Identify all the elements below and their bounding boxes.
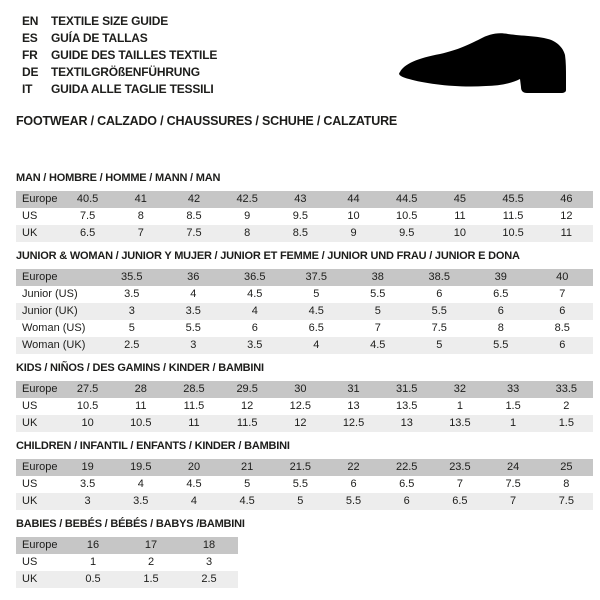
size-value: 13.5: [396, 400, 418, 412]
size-value: 27.5: [76, 383, 99, 395]
size-value: 43: [294, 193, 307, 205]
size-value: 8: [137, 210, 144, 222]
size-table: [16, 537, 238, 588]
row-label: UK: [22, 227, 38, 239]
size-value: 6.5: [493, 288, 509, 300]
size-value: 6: [251, 322, 258, 334]
size-value: 21: [241, 461, 254, 473]
size-value: 19: [81, 461, 94, 473]
size-value: 7.5: [186, 227, 202, 239]
row-label: US: [22, 478, 38, 490]
table-row: [16, 554, 238, 571]
size-value: 33: [506, 383, 520, 395]
size-value: 28.5: [183, 383, 205, 395]
size-value: 8.5: [186, 210, 202, 222]
size-value: 10: [347, 210, 360, 222]
size-value: 23.5: [449, 461, 471, 473]
size-value: 36: [187, 271, 200, 283]
table-title: CHILDREN / INFANTIL / ENFANTS / KINDER / BAMBINI: [16, 440, 290, 452]
table-row: [16, 459, 593, 476]
size-value: 0.5: [85, 573, 101, 585]
size-value: 13: [347, 400, 360, 412]
size-tables: [16, 173, 600, 588]
size-value: 6: [436, 288, 443, 300]
row-label: US: [22, 400, 38, 412]
size-value: 11: [188, 417, 200, 429]
size-value: 7.5: [431, 322, 447, 334]
size-value: 5.5: [370, 288, 386, 300]
language-label: TEXTILGRÖßENFÜHRUNG: [51, 65, 200, 79]
size-value: 7: [137, 227, 144, 239]
row-label: Europe: [22, 539, 58, 551]
size-value: 11.5: [183, 400, 205, 412]
size-value: 31.5: [396, 383, 418, 395]
size-table: [16, 191, 593, 242]
size-table: [16, 381, 593, 432]
language-code: ES: [22, 31, 38, 45]
size-value: 2: [563, 400, 570, 412]
language-label: GUIDE DES TAILLES TEXTILE: [51, 48, 218, 62]
language-code: FR: [22, 48, 38, 62]
table-row: [16, 208, 593, 225]
size-table-section: [16, 363, 600, 432]
size-value: 3: [128, 305, 135, 317]
size-value: 8: [497, 322, 504, 334]
size-value: 5: [374, 305, 381, 317]
size-value: 3.5: [124, 288, 140, 300]
size-table-section: [16, 441, 600, 510]
size-value: 3.5: [185, 305, 201, 317]
size-value: 7.5: [79, 210, 96, 222]
size-value: 4.5: [308, 305, 324, 317]
language-code: EN: [22, 14, 39, 28]
size-value: 1.5: [558, 417, 574, 429]
size-value: 4: [251, 305, 258, 317]
size-value: 4.5: [239, 495, 255, 507]
size-value: 3.5: [247, 339, 263, 351]
size-value: 6: [559, 305, 566, 317]
table-row: [16, 286, 593, 303]
row-label: UK: [22, 417, 38, 429]
size-value: 35.5: [121, 271, 143, 283]
row-label: UK: [22, 573, 38, 585]
size-value: 8.5: [554, 322, 570, 334]
size-table-section: [16, 519, 600, 588]
table-title: MAN / HOMBRE / HOMME / MANN / MAN: [16, 172, 221, 184]
size-value: 10.5: [76, 400, 99, 412]
size-value: 46: [560, 193, 573, 205]
size-value: 29.5: [236, 383, 258, 395]
row-label: Europe: [22, 271, 58, 283]
size-value: 4.5: [370, 339, 386, 351]
size-value: 5: [313, 288, 320, 300]
size-value: 12: [560, 210, 573, 222]
size-value: 6.5: [308, 322, 324, 334]
size-value: 5: [436, 339, 443, 351]
row-label: US: [22, 556, 38, 568]
size-value: 3: [84, 495, 91, 507]
table-row: [16, 191, 593, 208]
table-title: JUNIOR & WOMAN / JUNIOR Y MUJER / JUNIOR ET FEMME / JUNIOR UND FRAU / JUNIOR E DONA: [16, 250, 520, 262]
size-value: 22: [347, 461, 360, 473]
table-row: [16, 303, 593, 320]
size-value: 11: [560, 227, 573, 239]
size-value: 6: [497, 305, 504, 317]
table-row: [16, 571, 238, 588]
size-value: 31: [347, 383, 360, 395]
size-value: 5: [244, 478, 251, 490]
size-value: 8: [244, 227, 251, 239]
size-value: 2.5: [124, 339, 140, 351]
size-value: 3: [190, 339, 197, 351]
size-value: 2: [147, 556, 155, 568]
language-code: IT: [22, 82, 33, 96]
table-row: [16, 337, 593, 354]
size-value: 1.5: [505, 400, 521, 412]
category-heading: FOOTWEAR / CALZADO / CHAUSSURES / SCHUHE / CALZATURE: [16, 114, 398, 128]
size-value: 33.5: [555, 383, 578, 395]
size-value: 10.5: [130, 417, 152, 429]
table-row: [16, 476, 593, 493]
size-value: 4: [313, 339, 320, 351]
size-value: 6: [403, 495, 410, 507]
row-label: Woman (US): [22, 322, 86, 334]
size-table: [16, 269, 593, 354]
size-value: 12: [294, 417, 307, 429]
row-label: UK: [22, 495, 38, 507]
size-value: 12.5: [289, 400, 312, 412]
row-label: Europe: [22, 461, 58, 473]
size-value: 1: [456, 400, 463, 412]
table-row: [16, 398, 593, 415]
size-value: 38: [371, 271, 384, 283]
size-value: 5: [297, 495, 304, 507]
size-value: 3.5: [133, 495, 149, 507]
size-value: 10: [453, 227, 467, 239]
size-value: 7: [374, 322, 381, 334]
language-label: TEXTILE SIZE GUIDE: [51, 14, 169, 28]
size-value: 44.5: [396, 193, 418, 205]
size-value: 36.5: [244, 271, 266, 283]
size-value: 7: [456, 478, 463, 490]
table-row: [16, 415, 593, 432]
size-value: 39: [494, 271, 507, 283]
size-value: 19.5: [130, 461, 152, 473]
size-value: 22.5: [396, 461, 418, 473]
size-value: 41: [134, 193, 147, 205]
row-label: Europe: [22, 383, 58, 395]
table-row: [16, 493, 593, 510]
row-label: Junior (UK): [22, 305, 78, 317]
row-label: US: [22, 210, 38, 222]
size-table-section: [16, 251, 600, 354]
size-value: 44: [347, 193, 360, 205]
size-value: 32: [453, 383, 467, 395]
size-value: 5: [128, 322, 135, 334]
size-value: 6: [350, 478, 357, 490]
size-value: 24: [506, 461, 520, 473]
size-value: 6.5: [399, 478, 415, 490]
size-value: 18: [202, 539, 216, 551]
size-value: 21.5: [289, 461, 312, 473]
size-value: 37.5: [305, 271, 327, 283]
size-value: 4: [190, 288, 197, 300]
size-value: 4: [190, 495, 198, 507]
size-value: 9.5: [292, 210, 308, 222]
size-value: 5.5: [185, 322, 201, 334]
size-value: 9: [244, 210, 251, 222]
size-value: 28: [134, 383, 147, 395]
size-value: 45: [453, 193, 467, 205]
size-value: 1.5: [143, 573, 159, 585]
size-value: 38.5: [428, 271, 450, 283]
row-label: Europe: [22, 193, 58, 205]
table-row: [16, 269, 593, 286]
language-row-en: [16, 13, 600, 30]
size-value: 11: [135, 400, 147, 412]
size-value: 42.5: [236, 193, 258, 205]
table-title: KIDS / NIÑOS / DES GAMINS / KINDER / BAMBINI: [16, 362, 264, 374]
size-value: 20: [187, 461, 201, 473]
size-value: 13: [400, 417, 413, 429]
table-title: BABIES / BEBÉS / BÉBÉS / BABYS /BAMBINI: [16, 518, 245, 530]
size-value: 6: [559, 339, 566, 351]
size-value: 7: [510, 495, 517, 507]
size-value: 16: [86, 539, 100, 551]
size-value: 25: [560, 461, 573, 473]
size-value: 42: [187, 193, 201, 205]
size-value: 12: [241, 400, 254, 412]
size-value: 10.5: [396, 210, 418, 222]
size-value: 11.5: [236, 417, 258, 429]
size-value: 5.5: [292, 478, 308, 490]
size-value: 40: [556, 271, 569, 283]
size-value: 5.5: [345, 495, 362, 507]
row-label: Woman (UK): [22, 339, 86, 351]
table-row: [16, 381, 593, 398]
size-value: 4: [137, 478, 144, 490]
size-value: 12.5: [342, 417, 365, 429]
size-value: 40.5: [76, 193, 99, 205]
size-value: 1: [89, 556, 97, 568]
size-value: 8: [563, 478, 570, 490]
size-table-section: [16, 173, 600, 242]
table-row: [16, 320, 593, 337]
language-label: GUÍA DE TALLAS: [51, 31, 148, 45]
size-value: 3: [205, 556, 213, 568]
language-label: GUIDA ALLE TAGLIE TESSILI: [51, 82, 214, 96]
table-row: [16, 225, 593, 242]
size-value: 6.5: [452, 495, 468, 507]
size-value: 11.5: [502, 210, 524, 222]
size-value: 2.5: [201, 573, 217, 585]
size-value: 10.5: [502, 227, 524, 239]
size-value: 13.5: [449, 417, 471, 429]
size-value: 3.5: [79, 478, 96, 490]
size-value: 8.5: [292, 227, 308, 239]
size-value: 1: [510, 417, 517, 429]
size-table: [16, 459, 593, 510]
language-code: DE: [22, 65, 39, 79]
row-label: Junior (US): [22, 288, 78, 300]
table-row: [16, 537, 238, 554]
size-value: 10: [81, 417, 94, 429]
size-value: 5.5: [431, 305, 447, 317]
size-value: 4.5: [186, 478, 202, 490]
size-value: 5.5: [493, 339, 509, 351]
dress-shoe-icon: [396, 31, 576, 99]
size-value: 7.5: [558, 495, 574, 507]
size-value: 30: [294, 383, 307, 395]
size-value: 6.5: [79, 227, 96, 239]
size-value: 7.5: [505, 478, 521, 490]
size-value: 17: [144, 539, 158, 551]
size-value: 45.5: [502, 193, 524, 205]
size-value: 7: [559, 288, 566, 300]
size-value: 4.5: [247, 288, 263, 300]
size-value: 9.5: [399, 227, 415, 239]
size-value: 11: [454, 210, 466, 222]
size-value: 9: [350, 227, 357, 239]
